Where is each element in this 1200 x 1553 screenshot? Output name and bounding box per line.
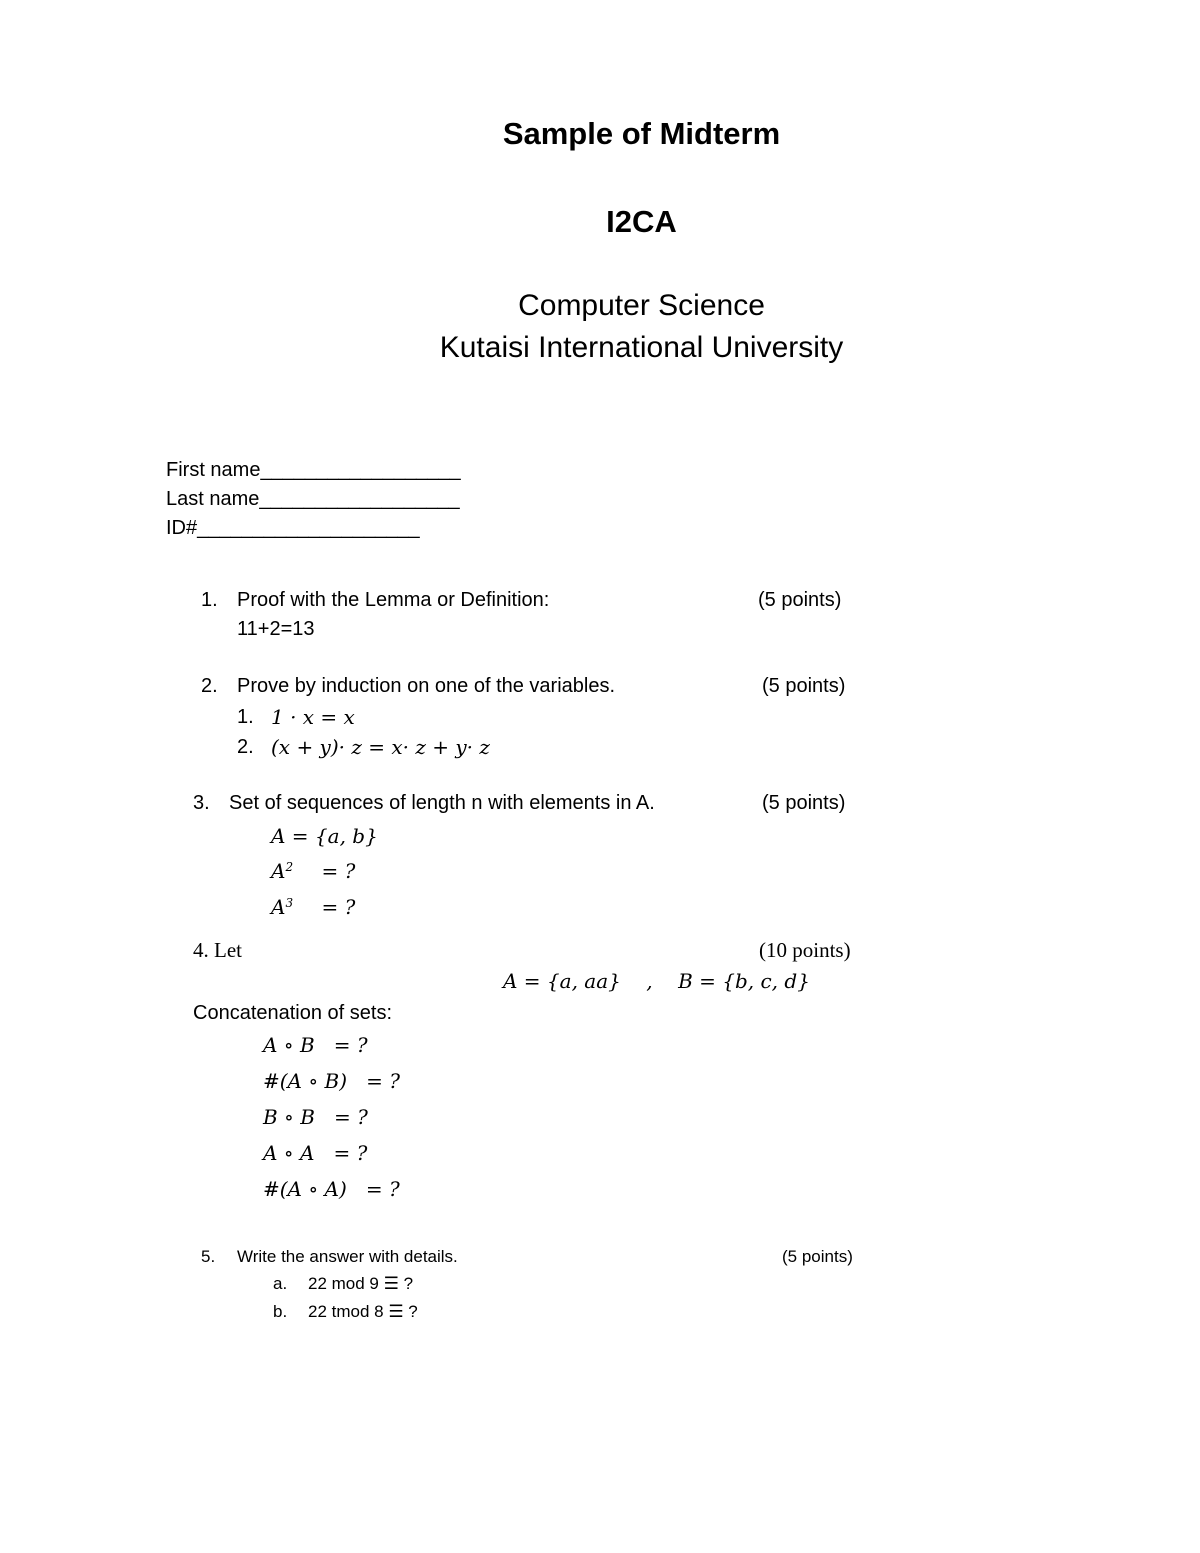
points-label: (10 points) xyxy=(759,938,851,962)
sub-item-label: b. xyxy=(273,1302,288,1321)
question-text: Set of sequences of length n with elements in A. xyxy=(229,792,655,814)
concat-line: #(A ∘ A) = ? xyxy=(263,1177,400,1201)
equals-question: = ? xyxy=(321,859,356,883)
sub-item-number: 2. xyxy=(237,736,254,758)
department: Computer Science xyxy=(518,289,765,322)
first-name-field[interactable]: First name__________________ xyxy=(166,459,461,481)
question-text: Prove by induction on one of the variables. xyxy=(237,675,616,697)
set-square xyxy=(271,861,355,881)
points-label: (5 points) xyxy=(762,675,846,697)
sub-item-number: 1. xyxy=(237,706,254,728)
last-name-field[interactable]: Last name__________________ xyxy=(166,488,460,510)
points-label: (5 points) xyxy=(762,792,846,814)
base: A xyxy=(271,895,286,919)
sub-item-expression: 22 mod 9 ☰ ? xyxy=(308,1274,414,1293)
id-field[interactable]: ID#____________________ xyxy=(166,517,420,539)
exponent: 3 xyxy=(285,896,294,910)
set-cube xyxy=(271,897,355,917)
question-number: 3. xyxy=(193,792,210,814)
base: A xyxy=(271,859,286,883)
concat-line: A ∘ B = ? xyxy=(263,1033,368,1057)
concat-label: Concatenation of sets: xyxy=(193,1002,393,1024)
sub-item-expression: (x + y)· z = x· z + y· z xyxy=(271,735,490,759)
points-label: (5 points) xyxy=(782,1247,853,1266)
points-label: (5 points) xyxy=(758,589,842,611)
question-number: 5. xyxy=(201,1247,216,1266)
expression: 11+2=13 xyxy=(237,618,315,640)
question-text: Proof with the Lemma or Definition: xyxy=(237,589,550,611)
page-title: Sample of Midterm xyxy=(502,116,781,151)
concat-line: #(A ∘ B) = ? xyxy=(263,1069,400,1093)
question-number: 2. xyxy=(201,675,218,697)
sub-item-expression: 1 · x = x xyxy=(271,705,355,729)
concat-line: A ∘ A = ? xyxy=(263,1141,368,1165)
exponent: 2 xyxy=(285,860,294,874)
sub-item-label: a. xyxy=(273,1274,288,1293)
concat-line: B ∘ B = ? xyxy=(263,1105,368,1129)
university: Kutaisi International University xyxy=(439,331,844,364)
course-code: I2CA xyxy=(606,204,677,239)
question-label: 4. Let xyxy=(193,938,242,962)
set-definitions: A = {a, aa} , B = {b, c, d} xyxy=(503,969,810,993)
sub-item-expression: 22 tmod 8 ☰ ? xyxy=(308,1302,418,1321)
set-definition: A = {a, b} xyxy=(271,824,378,848)
question-text: Write the answer with details. xyxy=(237,1247,458,1266)
question-number: 1. xyxy=(201,589,218,611)
equals-question: = ? xyxy=(321,895,356,919)
